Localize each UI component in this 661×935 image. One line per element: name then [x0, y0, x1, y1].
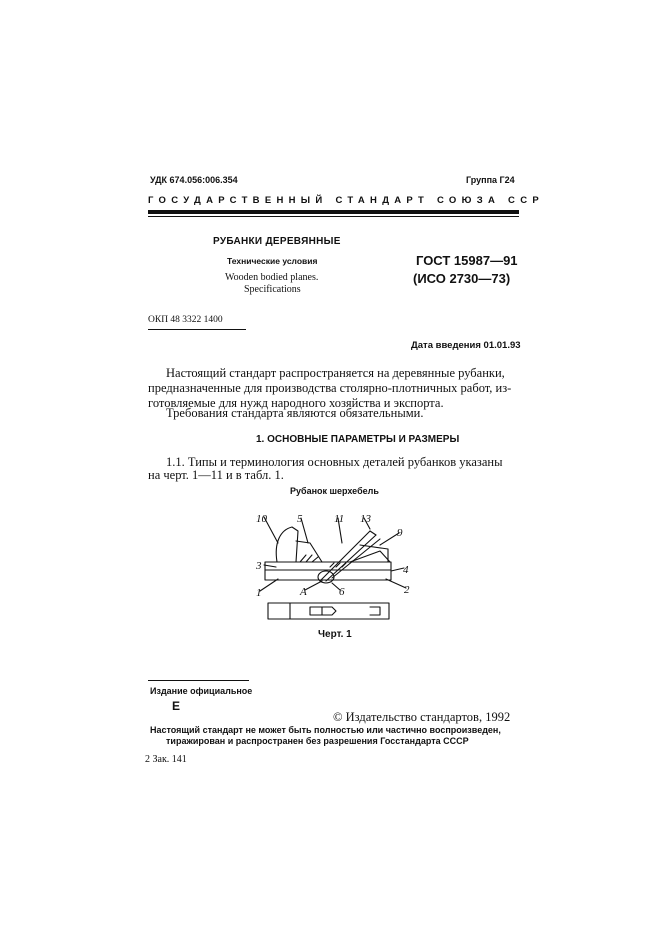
okp-rule: [148, 329, 246, 330]
label-11: 11: [334, 513, 345, 525]
header-rule-thick: [148, 210, 519, 214]
header-rule-thin: [148, 216, 519, 217]
order-number: 2 Зак. 141: [145, 754, 187, 765]
udk-code: УДК 674.056:006.354: [150, 175, 238, 185]
figure-title: Рубанок шерхебель: [290, 486, 379, 496]
section-heading: 1. ОСНОВНЫЕ ПАРАМЕТРЫ И РАЗМЕРЫ: [256, 434, 460, 445]
paragraph-scope-line-3: готовляемые для нужд народного хозяйства и экспорта.: [148, 396, 444, 410]
copyright-notice: © Издательство стандартов, 1992: [333, 710, 511, 724]
label-9: 9: [397, 527, 403, 539]
figure-caption: Черт. 1: [318, 629, 352, 640]
label-5: 5: [297, 513, 303, 525]
paragraph-scope-line-1: Настоящий стандарт распространяется на деревянные рубанки,: [166, 366, 505, 380]
clause-1-1-line-1: 1.1. Типы и терминология основных деталей рубанков указаны: [166, 455, 503, 469]
document-title-en: Wooden bodied planes.: [225, 272, 319, 283]
okp-code: ОКП 48 3322 1400: [148, 315, 223, 325]
label-6: 6: [339, 586, 345, 598]
group-code: Группа Г24: [466, 175, 515, 185]
label-3: 3: [256, 560, 262, 572]
reproduction-notice-line-1: Настоящий стандарт не может быть полностью или частично воспроизведен,: [150, 725, 501, 735]
label-4: 4: [403, 564, 409, 576]
document-subtitle-en: Specifications: [244, 284, 301, 295]
label-2: 2: [404, 584, 410, 596]
label-a: A: [300, 586, 307, 598]
document-title-ru: РУБАНКИ ДЕРЕВЯННЫЕ: [213, 236, 341, 247]
state-standard-heading: ГОСУДАРСТВЕННЫЙ СТАНДАРТ СОЮЗА ССР: [148, 195, 545, 206]
introduction-date: Дата введения 01.01.93: [411, 340, 521, 351]
paragraph-mandatory: Требования стандарта являются обязательными.: [166, 406, 424, 420]
gost-number: ГОСТ 15987—91: [416, 253, 518, 268]
label-10: 10: [256, 513, 267, 525]
label-13: 13: [360, 513, 371, 525]
label-1: 1: [256, 587, 262, 599]
footer-rule: [148, 680, 249, 681]
iso-number: (ИСО 2730—73): [413, 271, 511, 286]
paragraph-scope-line-2: предназначенные для производства столярно-плотничных работ, из-: [148, 381, 512, 395]
reproduction-notice-line-2: тиражирован и распространен без разрешения Госстандарта СССР: [166, 736, 469, 746]
document-subtitle-ru: Технические условия: [227, 256, 318, 266]
clause-1-1-line-2: на черт. 1—11 и в табл. 1.: [148, 468, 284, 482]
official-edition-label: Издание официальное: [150, 686, 253, 696]
edition-letter: Е: [172, 699, 181, 713]
